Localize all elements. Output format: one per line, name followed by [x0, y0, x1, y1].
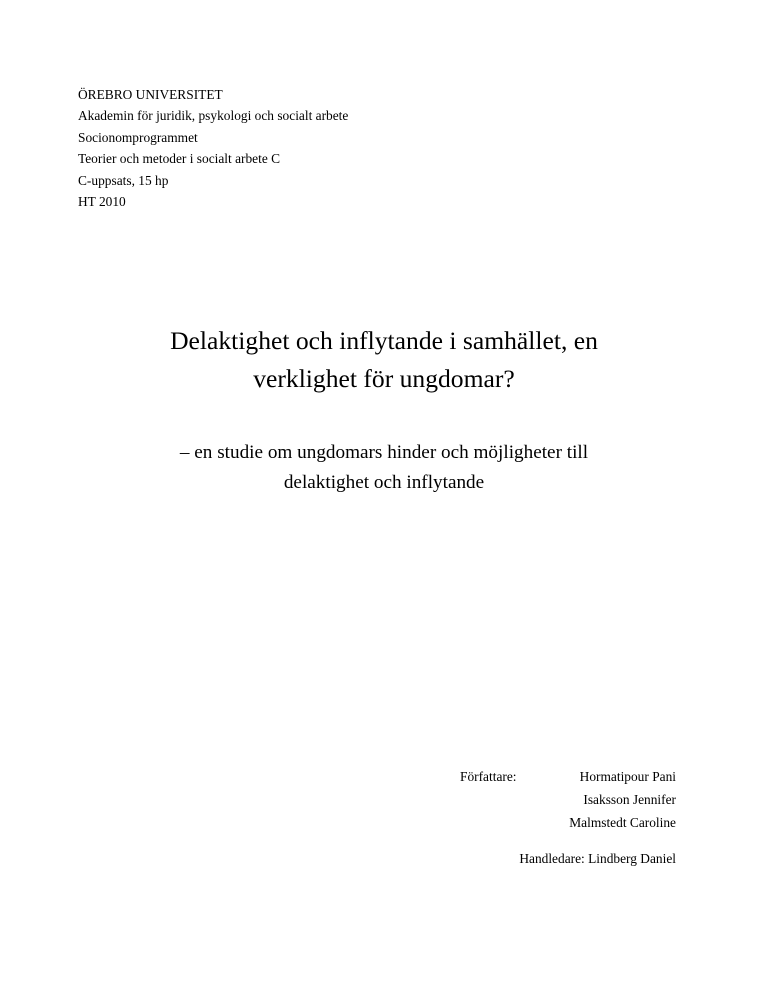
semester: HT 2010 [78, 194, 126, 210]
author-name: Hormatipour Pani [579, 769, 676, 784]
subtitle-line-1: – en studie om ungdomars hinder och möjligheter till [179, 442, 589, 463]
program-name: Socionomprogrammet [78, 129, 198, 145]
authors-label: Författare: [460, 769, 517, 784]
document-title [84, 322, 684, 398]
university-name: ÖREBRO UNIVERSITET [78, 87, 223, 102]
thesis-credits: C-uppsats, 15 hp [78, 172, 169, 188]
author-row [460, 788, 676, 811]
title-line-2: verklighet för ungdomar? [253, 364, 515, 393]
institution-header [78, 84, 498, 212]
course-name: Teorier och metoder i socialt arbete C [78, 151, 281, 167]
author-row [460, 765, 676, 788]
author-name: Malmstedt Caroline [569, 815, 676, 830]
authors-block [460, 765, 676, 834]
supervisor-line: Handledare: Lindberg Daniel [519, 851, 676, 866]
subtitle-line-2: delaktighet och inflytande [283, 472, 485, 493]
author-name: Isaksson Jennifer [583, 792, 676, 807]
academy-name: Akademin för juridik, psykologi och socialt arbete [78, 108, 349, 124]
title-line-1: Delaktighet och inflytande i samhället, en [170, 326, 598, 355]
author-row [460, 811, 676, 834]
document-subtitle [84, 438, 684, 498]
